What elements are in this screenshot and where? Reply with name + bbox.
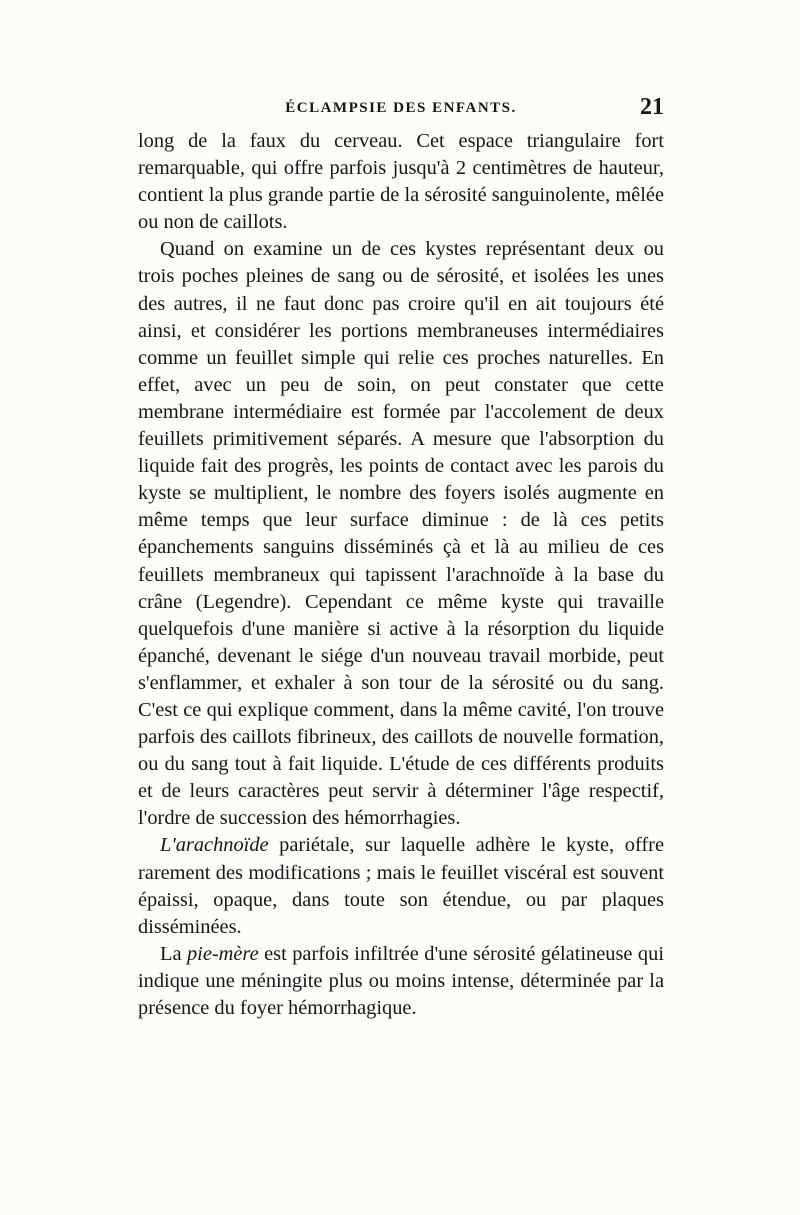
body-text [138,128,664,1022]
paragraph-4-italic-term: pie-mère [186,942,259,965]
paragraph-4 [138,941,664,1022]
book-page [138,90,664,1022]
paragraph-3 [138,832,664,940]
paragraph-3-italic-term: L'arachnoïde [160,834,269,857]
running-title: ÉCLAMPSIE DES ENFANTS. [285,100,517,116]
paragraph-2 [138,236,664,832]
paragraph-4-text: est parfois infiltrée d'une sérosité gélatineuse qui indique une méningite plus ou moins intense, déterminée par la présence du foyer hémorrhagique. [138,942,664,1019]
page-number: 21 [640,94,664,120]
paragraph-4-lead: La [160,942,187,965]
paragraph-1-text: long de la faux du cerveau. Cet espace triangulaire fort remarquable, qui offre parfois jusqu'à 2 centimètres de hauteur, contient la plus grande partie de la sérosité sanguinolente, mêlée ou non de caillots. [138,130,664,234]
paragraph-1 [138,128,664,236]
paragraph-3-text: pariétale, sur laquelle adhère le kyste, offre rarement des modifications ; mais le feuillet viscéral est souvent épaissi, opaque, dans toute son étendue, ou par plaques disséminées. [138,834,664,938]
paragraph-2-text: Quand on examine un de ces kystes représentant deux ou trois poches pleines de sang ou de sérosité, et isolées les unes des autres, il ne faut donc pas croire qu'il en ait toujours été ainsi, et considérer les portions membraneuses intermédiaires comme un feuillet simple qui relie ces proches naturelles. En effet, avec un peu de soin, on peut constater que cette membrane intermédiaire est formée par l'accolement de deux feuillets primitivement séparés. A mesure que l'absorption du liquide fait des progrès, les points de contact avec les parois du kyste se multiplient, le nombre des foyers isolés augmente en même temps que leur surface diminue : de là ces petits épanchements sanguins disséminés çà et là au milieu de ces feuillets membraneux qui tapissent l'arachnoïde à la base du crâne (Legendre). Cependant ce même kyste qui travaille quelquefois d'une manière si active à la résorption du liquide épanché, devenant le siége d'un nouveau travail morbide, peut s'enflammer, et exhaler à son tour de la sérosité ou du sang. C'est ce qui explique comment, dans la même cavité, l'on trouve parfois des caillots fibrineux, des caillots de nouvelle formation, ou du sang tout à fait liquide. L'étude de ces différents produits et de leurs caractères peut servir à déterminer l'âge respectif, l'ordre de succession des hémorrhagies. [138,238,664,830]
page-header [138,90,664,128]
